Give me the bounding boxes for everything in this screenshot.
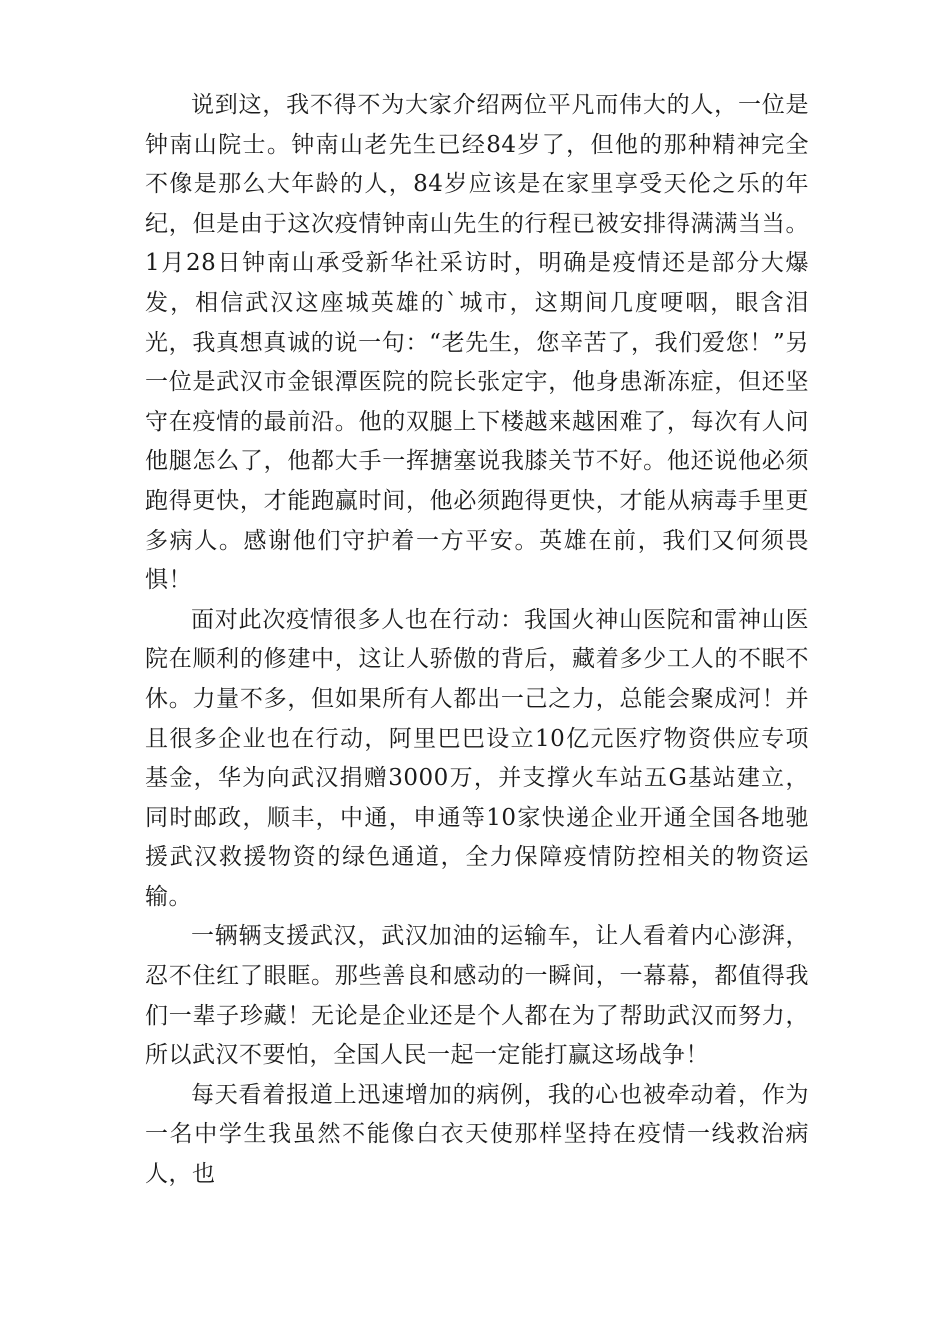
- paragraph-daily-reports: 每天看着报道上迅速增加的病例，我的心也被牵动着，作为一名中学生我虽然不能像白衣天使那样坚持在疫情一线救治病人，也: [145, 1081, 809, 1188]
- document-body: [145, 86, 809, 1195]
- paragraph-transport-trucks: 一辆辆支援武汉，武汉加油的运输车，让人看着内心澎湃，忍不住红了眼眶。那些善良和感动的一瞬间，一幕幕，都值得我们一辈子珍藏！无论是企业还是个人都在为了帮助武汉而努力，所以武汉不要怕，全国人民一起一定能打赢这场战争！: [145, 923, 809, 1069]
- paragraph-hospitals-enterprises: 面对此次疫情很多人也在行动：我国火神山医院和雷神山医院在顺利的修建中，这让人骄傲的背后，藏着多少工人的不眠不休。力量不多，但如果所有人都出一己之力，总能会聚成河！并且很多企业也在行动，阿里巴巴设立10亿元医疗物资供应专项基金，华为向武汉捐赠3000万，并支撑火车站五G基站建立，同时邮政，顺丰，中通，申通等10家快递企业开通全国各地驰援武汉救援物资的绿色通道，全力保障疫情防控相关的物资运输。: [145, 606, 809, 910]
- paragraph-zhong-nanshan: 说到这，我不得不为大家介绍两位平凡而伟大的人，一位是钟南山院士。钟南山老先生已经84岁了，但他的那种精神完全不像是那么大年龄的人，84岁应该是在家里享受天伦之乐的年纪，但是由于这次疫情钟南山先生的行程已被安排得满满当当。1月28日钟南山承受新华社采访时，明确是疫情还是部分大爆发，相信武汉这座城英雄的`城市，这期间几度哽咽，眼含泪光，我真想真诚的说一句：“老先生，您辛苦了，我们爱您！”另一位是武汉市金银潭医院的院长张定宇，他身患渐冻症，但还坚守在疫情的最前沿。他的双腿上下楼越来越困难了，每次有人问他腿怎么了，他都大手一挥搪塞说我膝关节不好。他还说他必须跑得更快，才能跑赢时间，他必须跑得更快，才能从病毒手里更多病人。感谢他们守护着一方平安。英雄在前，我们又何须畏惧！: [145, 92, 809, 594]
